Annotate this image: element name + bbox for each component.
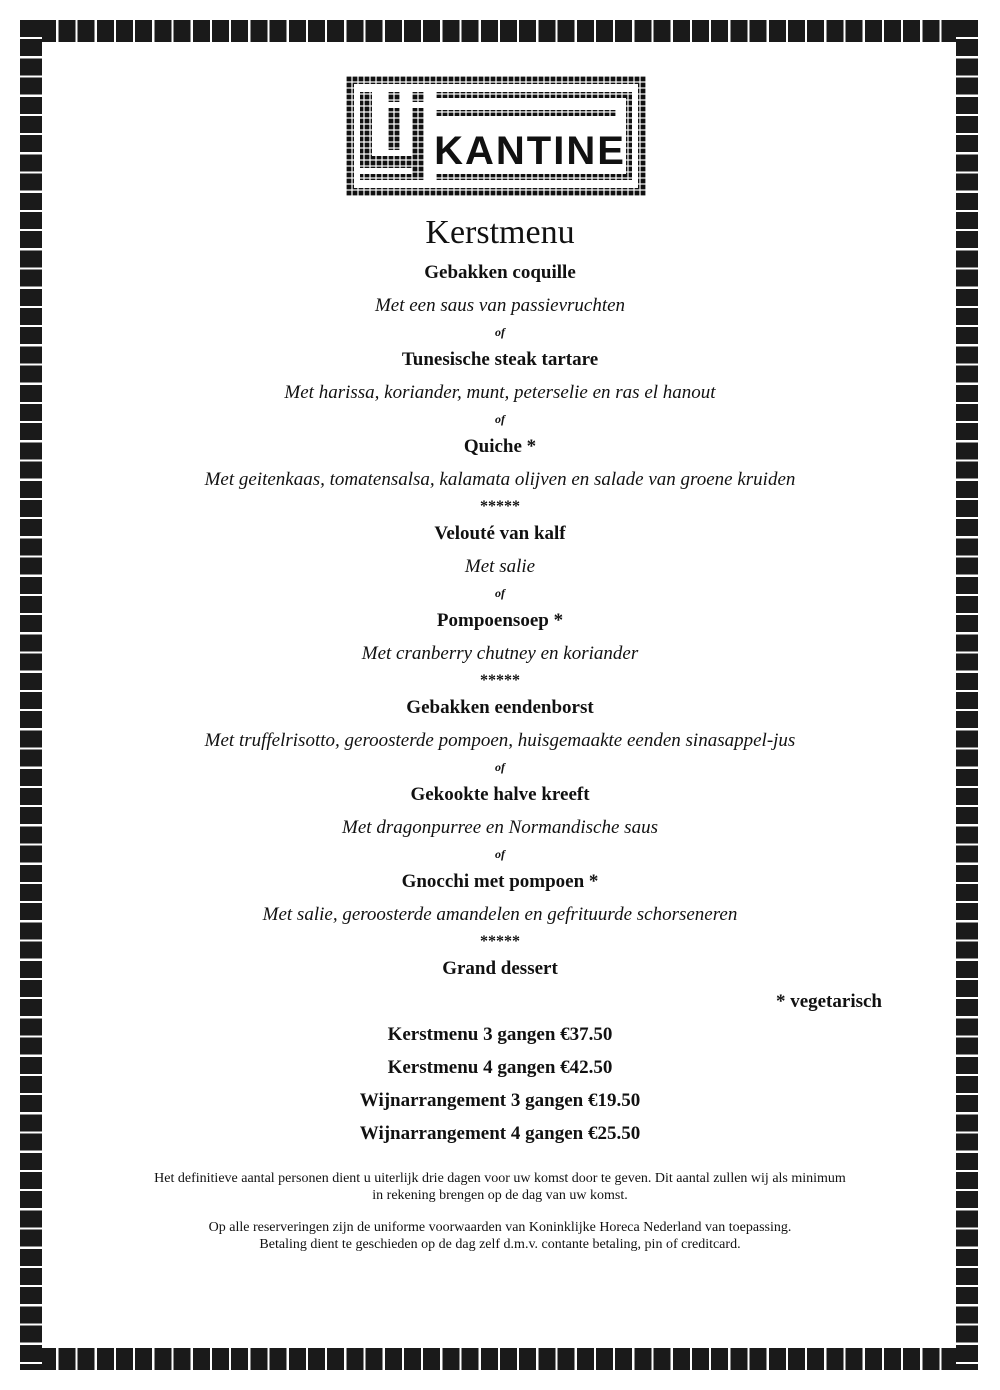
price-line: Kerstmenu 4 gangen €42.50	[387, 1057, 613, 1078]
course-separator: *****	[480, 672, 520, 689]
price-line: Wijnarrangement 3 gangen €19.50	[359, 1090, 641, 1111]
notes-p1-line2: in rekening brengen op de dag van uw komst.	[372, 1188, 628, 1203]
soup-2-desc: Met cranberry chutney en koriander	[361, 643, 639, 664]
price-line: Kerstmenu 3 gangen €37.50	[387, 1024, 613, 1045]
tile-border-left	[20, 20, 42, 1370]
menu-content	[60, 210, 940, 1268]
main-1-desc: Met truffelrisotto, geroosterde pompoen, huisgemaakte eenden sinasappel-jus	[204, 730, 796, 751]
notes-paragraph-2	[60, 1219, 940, 1253]
or-label: of	[495, 760, 505, 774]
footer-notes	[60, 1170, 940, 1253]
or-label: of	[495, 847, 505, 861]
soup-2-name: Pompoensoep *	[436, 610, 564, 631]
starter-1-name: Gebakken coquille	[424, 262, 576, 283]
vegetarian-note: * vegetarisch	[775, 991, 882, 1012]
starter-1-desc: Met een saus van passievruchten	[374, 295, 626, 316]
notes-p1-line1: Het definitieve aantal personen dient u uiterlijk drie dagen voor uw komst door te geven. Dit aantal zullen wij als minimum	[154, 1171, 846, 1186]
menu-title: Kerstmenu	[425, 214, 575, 251]
main-3-name: Gnocchi met pompoen *	[401, 871, 599, 892]
tile-border-top	[20, 20, 978, 42]
starter-2-name: Tunesische steak tartare	[401, 349, 599, 370]
starter-3-name: Quiche *	[463, 436, 537, 457]
starter-2-desc: Met harissa, koriander, munt, peterselie en ras el hanout	[284, 382, 716, 403]
tile-border-bottom	[20, 1348, 978, 1370]
dessert-name: Grand dessert	[442, 958, 558, 979]
or-label: of	[495, 325, 505, 339]
main-2-desc: Met dragonpurree en Normandische saus	[342, 817, 658, 838]
tile-border-right	[956, 20, 978, 1370]
notes-paragraph-1	[60, 1170, 940, 1204]
course-separator: *****	[480, 498, 520, 515]
soup-1-name: Velouté van kalf	[434, 523, 566, 544]
price-line: Wijnarrangement 4 gangen €25.50	[359, 1123, 641, 1144]
notes-p2-line2: Betaling dient te geschieden op de dag zelf d.m.v. contante betaling, pin of creditcard.	[259, 1237, 741, 1252]
starter-3-desc: Met geitenkaas, tomatensalsa, kalamata olijven en salade van groene kruiden	[204, 469, 796, 490]
soup-1-desc: Met salie	[464, 556, 536, 577]
or-label: of	[495, 412, 505, 426]
main-3-desc: Met salie, geroosterde amandelen en gefrituurde schorseneren	[262, 904, 738, 925]
main-1-name: Gebakken eendenborst	[406, 697, 594, 718]
main-2-name: Gekookte halve kreeft	[410, 784, 590, 805]
logo-kantine-text: KANTINE	[434, 129, 626, 173]
notes-p2-line1: Op alle reserveringen zijn de uniforme voorwaarden van Koninklijke Horeca Nederland van toepassing.	[208, 1220, 792, 1235]
lij-kantine-logo	[346, 76, 646, 196]
or-label: of	[495, 586, 505, 600]
course-separator: *****	[480, 933, 520, 950]
